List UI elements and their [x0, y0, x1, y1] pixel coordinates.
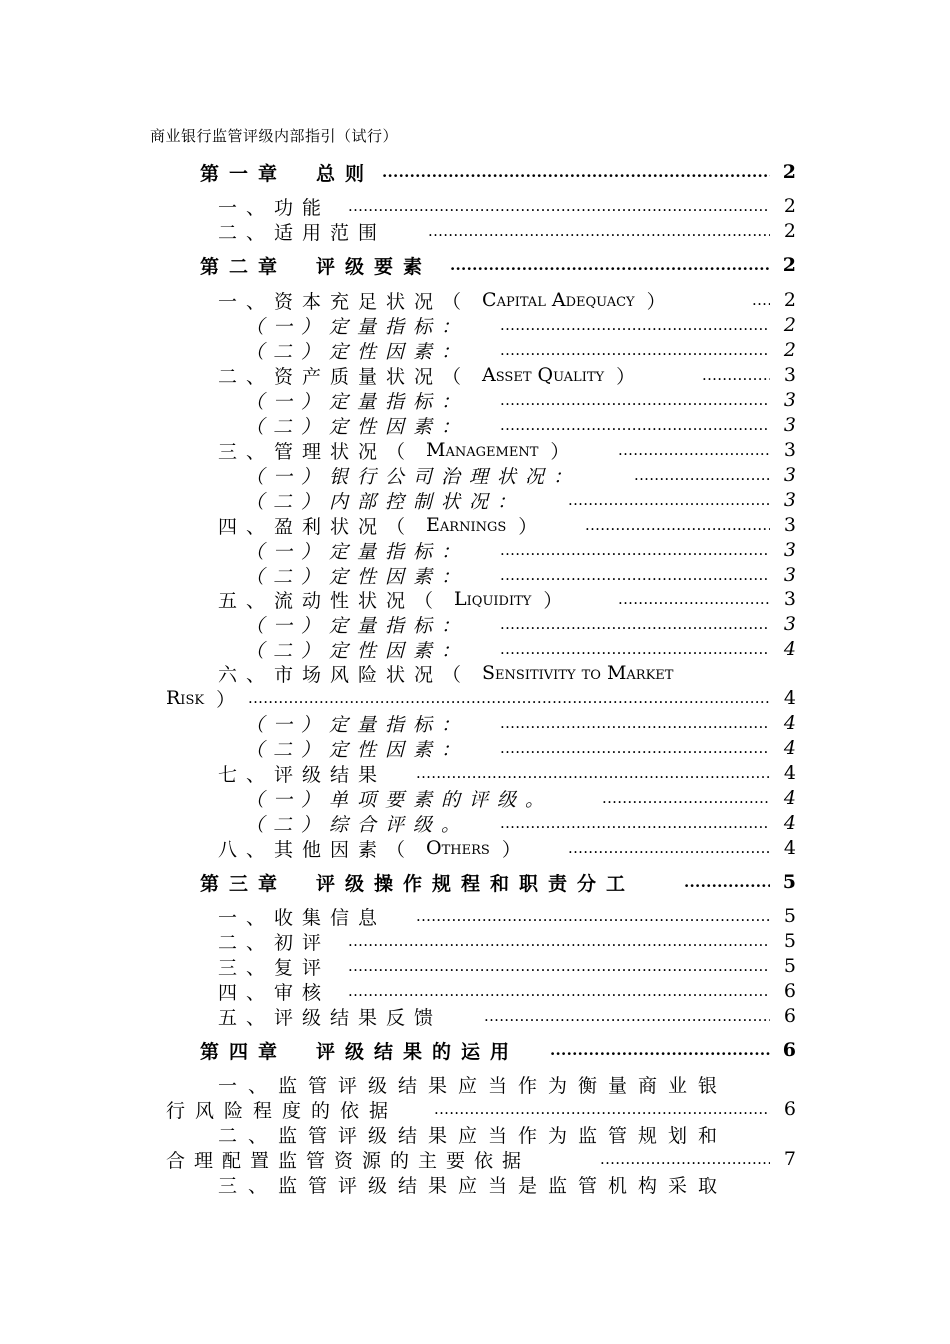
toc-subsection[interactable]	[0, 387, 950, 413]
toc-subsection[interactable]	[0, 735, 950, 761]
toc-page-number: 3	[783, 588, 796, 610]
toc-entry-title: 第四章 评级结果的运用	[200, 1040, 520, 1063]
toc-entry-title: 三、管理状况 （ Management ）	[218, 439, 579, 463]
toc-page-number: 2	[782, 254, 796, 276]
toc-page-number: 2	[782, 161, 796, 183]
toc-subsection[interactable]	[0, 537, 950, 563]
toc-page-number: 2	[783, 289, 796, 311]
toc-page-number: 3	[783, 539, 796, 561]
toc-subsection[interactable]	[0, 562, 950, 588]
dot-leader	[348, 193, 770, 219]
toc-section[interactable]	[0, 287, 950, 313]
toc-subsection[interactable]	[0, 312, 950, 338]
toc-section[interactable]	[0, 903, 950, 929]
document-header: 商业银行监管评级内部指引（试行）	[150, 127, 399, 145]
toc-subsection[interactable]	[0, 412, 950, 438]
toc-section[interactable]	[0, 928, 950, 954]
toc-entry-title: （一）单项要素的评级。	[245, 788, 554, 811]
toc-entry-title: 第一章 总则	[200, 162, 375, 185]
toc-entry-title: （一）定量指标：	[245, 614, 470, 637]
toc-page-number: 3	[783, 439, 796, 461]
toc-entry-title: （二）内部控制状况：	[245, 490, 526, 513]
dot-leader	[684, 869, 770, 895]
toc-section[interactable]	[0, 1071, 950, 1097]
toc-chapter-1[interactable]	[0, 159, 950, 185]
toc-entry-title-continued: 行风险程度的依据	[166, 1099, 399, 1122]
toc-entry-title: 一、监管评级结果应当作为衡量商业银	[218, 1074, 729, 1097]
toc-entry-title: （二）定性因素：	[245, 415, 470, 438]
dot-leader	[500, 735, 770, 761]
toc-entry-title: 三、监管评级结果应当是监管机构采取	[218, 1174, 729, 1197]
toc-entry-title: （二）定性因素：	[245, 738, 470, 761]
toc-page-number: 6	[783, 1098, 796, 1120]
toc-page-number: 3	[783, 613, 796, 635]
dot-leader	[416, 903, 770, 929]
toc-section[interactable]	[0, 193, 950, 219]
toc-section[interactable]	[0, 1121, 950, 1147]
toc-subsection[interactable]	[0, 611, 950, 637]
toc-entry-title: 一、资本充足状况 （ Capital Adequacy ）	[218, 289, 675, 313]
toc-page-number: 3	[783, 389, 796, 411]
toc-entry-title: （一）定量指标：	[245, 540, 470, 563]
toc-entry-title: 四、审核	[218, 981, 331, 1004]
toc-page-number: 4	[783, 638, 796, 660]
toc-chapter-4[interactable]	[0, 1037, 950, 1063]
toc-section[interactable]	[0, 660, 950, 686]
toc-entry-title: （一）银行公司治理状况：	[245, 465, 582, 488]
dot-leader	[500, 710, 770, 736]
toc-entry-title: 五、评级结果反馈	[218, 1006, 443, 1029]
dot-leader	[348, 978, 770, 1004]
toc-section[interactable]	[0, 437, 950, 463]
dot-leader	[602, 785, 770, 811]
toc-page-number: 3	[783, 514, 796, 536]
toc-page-number: 2	[783, 220, 796, 242]
toc-entry-title: 三、复评	[218, 956, 331, 979]
toc-section-continued[interactable]	[0, 685, 950, 711]
toc-section[interactable]	[0, 1003, 950, 1029]
dot-leader	[484, 1003, 770, 1029]
dot-leader	[585, 512, 770, 538]
toc-subsection[interactable]	[0, 710, 950, 736]
dot-leader	[348, 953, 770, 979]
toc-page-number: 4	[783, 787, 796, 809]
toc-page-number: 4	[783, 812, 796, 834]
toc-entry-title: 七、评级结果	[218, 763, 387, 786]
toc-entry-title: 第二章 评级要素	[200, 255, 433, 278]
toc-section[interactable]	[0, 1171, 950, 1197]
toc-entry-title: （一）定量指标：	[245, 713, 470, 736]
toc-page-number: 3	[783, 564, 796, 586]
dot-leader	[500, 412, 770, 438]
dot-leader	[634, 462, 770, 488]
toc-chapter-3[interactable]	[0, 869, 950, 895]
toc-section[interactable]	[0, 978, 950, 1004]
dot-leader	[618, 586, 770, 612]
toc-subsection[interactable]	[0, 810, 950, 836]
toc-entry-title: 二、初评	[218, 931, 331, 954]
toc-entry-title: 五、流动性状况 （ Liquidity ）	[218, 588, 572, 612]
toc-entry-title: （二）综合评级。	[245, 813, 470, 836]
toc-entry-title: 第三章 评级操作规程和职责分工	[200, 872, 636, 895]
dot-leader	[382, 159, 770, 185]
toc-page-number: 4	[783, 837, 796, 859]
toc-page-number: 5	[783, 930, 796, 952]
toc-section[interactable]	[0, 586, 950, 612]
toc-entry-title: （二）定性因素：	[245, 639, 470, 662]
toc-page-number: 4	[783, 687, 796, 709]
dot-leader	[500, 537, 770, 563]
dot-leader	[618, 437, 770, 463]
toc-page-number: 2	[783, 339, 796, 361]
dot-leader	[600, 1146, 770, 1172]
dot-leader	[752, 287, 770, 313]
toc-page-number: 3	[783, 489, 796, 511]
dot-leader	[550, 1037, 770, 1063]
toc-section-continued[interactable]	[0, 1096, 950, 1122]
toc-entry-title: 一、功能	[218, 196, 331, 219]
toc-entry-title-continued: Risk ）	[166, 687, 245, 711]
toc-page-number: 6	[782, 1039, 796, 1061]
toc-page-number: 5	[782, 871, 796, 893]
toc-section[interactable]	[0, 835, 950, 861]
toc-chapter-2[interactable]	[0, 252, 950, 278]
toc-page-number: 3	[783, 414, 796, 436]
toc-section[interactable]	[0, 953, 950, 979]
toc-subsection[interactable]	[0, 636, 950, 662]
toc-section[interactable]	[0, 218, 950, 244]
toc-entry-title: 一、收集信息	[218, 906, 387, 929]
toc-entry-title: （一）定量指标：	[245, 390, 470, 413]
toc-page-number: 3	[783, 364, 796, 386]
toc-entry-title: （二）定性因素：	[245, 340, 470, 363]
dot-leader	[450, 252, 770, 278]
toc-subsection[interactable]	[0, 487, 950, 513]
toc-entry-title: 六、市场风险状况 （ Sensitivity to Market	[218, 662, 674, 686]
dot-leader	[500, 387, 770, 413]
dot-leader	[434, 1096, 770, 1122]
dot-leader	[248, 685, 770, 711]
toc-entry-title: 二、监管评级结果应当作为监管规划和	[218, 1124, 729, 1147]
toc-page-number: 6	[783, 1005, 796, 1027]
toc-page-number: 4	[783, 737, 796, 759]
dot-leader	[568, 487, 770, 513]
dot-leader	[500, 312, 770, 338]
toc-section[interactable]	[0, 760, 950, 786]
toc-section-continued[interactable]	[0, 1146, 950, 1172]
toc-page-number: 2	[783, 314, 796, 336]
toc-page-number: 3	[783, 464, 796, 486]
dot-leader	[416, 760, 770, 786]
toc-section[interactable]	[0, 362, 950, 388]
toc-entry-title: （二）定性因素：	[245, 565, 470, 588]
toc-entry-title: 二、资产质量状况 （ Asset Quality ）	[218, 364, 645, 388]
toc-page-number: 6	[783, 980, 796, 1002]
toc-section[interactable]	[0, 512, 950, 538]
toc-entry-title: 四、盈利状况 （ Earnings ）	[218, 514, 547, 538]
dot-leader	[428, 218, 770, 244]
toc-entry-title-continued: 合理配置监管资源的主要依据	[166, 1149, 531, 1172]
toc-page-number: 7	[783, 1148, 796, 1170]
toc-subsection[interactable]	[0, 785, 950, 811]
toc-entry-title: （一）定量指标：	[245, 315, 470, 338]
toc-page-number: 4	[783, 712, 796, 734]
toc-page-number: 4	[783, 762, 796, 784]
toc-page-number: 5	[783, 905, 796, 927]
toc-entry-title: 八、其他因素 （ Others ）	[218, 837, 530, 861]
dot-leader	[348, 928, 770, 954]
dot-leader	[500, 337, 770, 363]
dot-leader	[500, 562, 770, 588]
dot-leader	[702, 362, 770, 388]
toc-subsection[interactable]	[0, 337, 950, 363]
toc-subsection[interactable]	[0, 462, 950, 488]
dot-leader	[500, 611, 770, 637]
toc-page-number: 5	[783, 955, 796, 977]
toc-page-number: 2	[783, 195, 796, 217]
dot-leader	[568, 835, 770, 861]
dot-leader	[500, 636, 770, 662]
toc-entry-title: 二、适用范围	[218, 221, 387, 244]
dot-leader	[500, 810, 770, 836]
